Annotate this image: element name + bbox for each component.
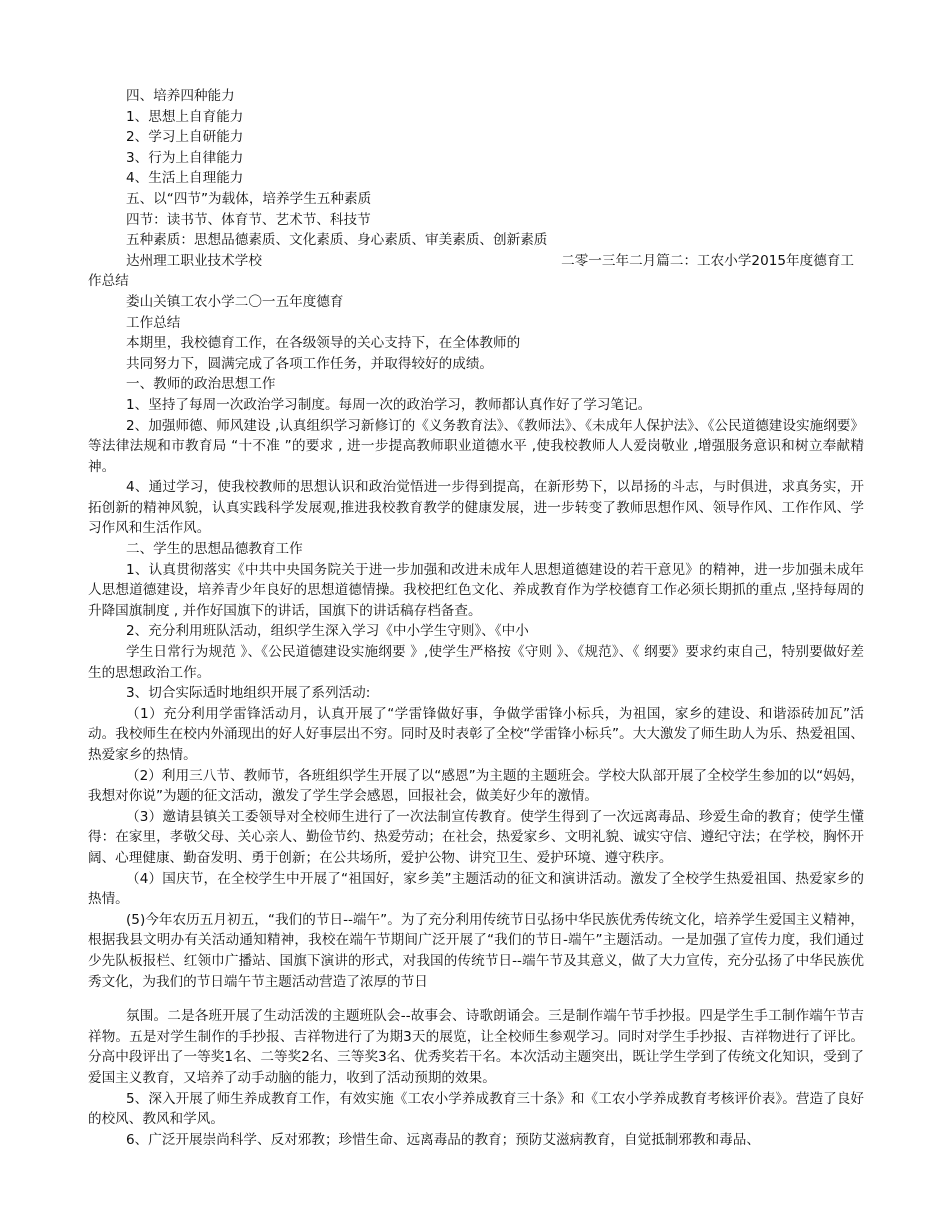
paragraph: 工作总结 [126,314,181,331]
spacer [88,992,864,1006]
paragraph: （1）充分利用学雷锋活动月，认真开展了“学雷锋做好事，争做学雷锋小标兵，为祖国，家乡的建设、和谐添砖加瓦”活动。我校师生在校内外涌现出的好人好事层出不穷。同时及时表彰了全校“学雷锋小标兵”。大大激发了师生助人为乐、热爱祖国、热爱家乡的热情。 [88,705,864,763]
paragraph: 四、培养四种能力 [126,88,235,104]
paragraph: 五、以“四节”为载体，培养学生五种素质 [126,190,372,207]
paragraph: 五种素质：思想品德素质、文化素质、身心素质、审美素质、创新素质 [126,232,548,249]
paragraph: 二、学生的思想品德教育工作 [126,541,303,558]
paragraph: 娄山关镇工农小学二〇一五年度德育 [126,293,344,310]
paragraph: 4、生活上自理能力 [126,170,244,187]
paragraph: （4）国庆节，在全校学生中开展了“祖国好，家乡美”主题活动的征文和演讲活动。激发了全校学生热爱祖国、热爱家乡的热情。 [88,870,864,908]
section-summary [88,292,864,992]
paragraph: 学生日常行为规范 》、《公民道德建设实施纲要 》,使学生严格按《守则 》、《规范》、《 纲要》要求约束自己，特别要做好差生的思想政治工作。 [88,644,864,681]
paragraph: (5)今年农历五月初五，“我们的节日--端午”。为了充分利用传统节日弘扬中华民族优秀传统文化，培养学生爱国主义精神，根据我县文明办有关活动通知精神，我校在端午节期间广泛开展了“我们的节日-端午”主题活动。一是加强了宣传力度，我们通过少先队板报栏、红领巾广播站、国旗下演讲的形式，对我国的传统节日--端午节及其意义，做了大力宣传，充分弘扬了中华民族优秀文化，为我们的节日端午节主题活动营造了浓厚的节日 [88,911,864,990]
paragraph: 4、通过学习，使我校教师的思想认识和政治觉悟进一步得到提高，在新形势下，以昂扬的斗志，与时俱进，求真务实，开拓创新的精神风貌，认真实践科学发展观,推进我校教育教学的健康发展，进一步转变了教师思想作风、领导作风、工作作风、学习作风和生活作风。 [88,479,864,537]
paragraph: 一、教师的政治思想工作 [126,376,276,393]
paragraph: 1、思想上自育能力 [126,108,244,125]
school-name: 达州理工职业技术学校 [126,252,262,269]
paragraph: （2）利用三八节、教师节，各班组织学生开展了以“感恩”为主题的主题班会。学校大队部开展了全校学生参加的以“妈妈，我想对你说”为题的征文活动，激发了学生学会感恩，回报社会，做美好少年的激情。 [88,767,864,805]
signature-continuation: 作总结 [88,273,129,290]
signature-line [88,251,864,272]
paragraph: 3、切合实际适时地组织开展了系列活动: [126,685,371,702]
paragraph: 2、学习上自研能力 [126,129,244,146]
paragraph: 2、充分利用班队活动，组织学生深入学习《中小学生守则》、《中小 [126,623,529,640]
paragraph: 5、深入开展了师生养成教育工作，有效实施《工农小学养成教育三十条》和《工农小学养成教育考核评价表》。营造了良好的校风、教风和学风。 [88,1090,864,1128]
paragraph: 氛围。二是各班开展了生动活泼的主题班队会--故事会、诗歌朗诵会。三是制作端午节手抄报。四是学生手工制作端午节吉祥物。五是对学生制作的手抄报、吉祥物进行了为期3天的展览，让全校师生参观学习。同时对学生手抄报、吉祥物进行了评比。分高中段评出了一等奖1名、二等奖2名、三等奖3名、优秀奖若干名。本次活动主题突出，既让学生学到了传统文化知识，受到了爱国主义教育，又培养了动手动脑的能力，收到了活动预期的效果。 [88,1008,864,1086]
paragraph: 6、广泛开展崇尚科学、反对邪教；珍惜生命、远离毒品的教育；预防艾滋病教育，自觉抵制邪教和毒品、 [126,1131,760,1148]
section-summary-cont [88,1006,864,1150]
paragraph: 共同努力下，圆满完成了各项工作任务，并取得较好的成绩。 [126,355,494,372]
section-abilities [88,86,864,251]
paragraph: 2、加强师德、师风建设 ,认真组织学习新修订的《义务教育法》、《教师法》、《未成年人保护法》、《公民道德建设实施纲要》等法律法规和市教育局 “十不准 ”的要求 , 进一步提高教师职业道德水平 ,使我校教师人人爱岗敬业 ,增强服务意识和树立奉献精神。 [88,417,864,475]
paragraph: 本期里，我校德育工作，在各级领导的关心支持下，在全体教师的 [126,335,521,352]
date-and-title: 二零一三年二月篇二：工农小学2015年度德育工 [561,252,854,269]
paragraph: 四节：读书节、体育节、艺术节、科技节 [126,211,371,228]
document-body [88,86,864,1150]
paragraph: 1、认真贯彻落实《中共中央国务院关于进一步加强和改进未成年人思想道德建设的若干意见》的精神，进一步加强未成年人思想道德建设，培养青少年良好的思想道德情操。我校把红色文化、养成教育作为学校德育工作必须长期抓的重点 ,坚持每周的升降国旗制度 , 并作好国旗下的讲话，国旗下的讲话稿存档备查。 [88,561,864,619]
paragraph: 1、坚持了每周一次政治学习制度。每周一次的政治学习，教师都认真作好了学习笔记。 [126,396,652,413]
paragraph: （3）邀请县镇关工委领导对全校师生进行了一次法制宣传教育。使学生得到了一次远离毒品、珍爱生命的教育；使学生懂得：在家里，孝敬父母、关心亲人、勤俭节约、热爱劳动；在社会，热爱家乡、文明礼貌、诚实守信、遵纪守法；在学校，胸怀开阔、心理健康、勤奋发明、勇于创新；在公共场所，爱护公物、讲究卫生、爱护环境、遵守秩序。 [88,808,864,866]
paragraph: 3、行为上自律能力 [126,149,244,166]
